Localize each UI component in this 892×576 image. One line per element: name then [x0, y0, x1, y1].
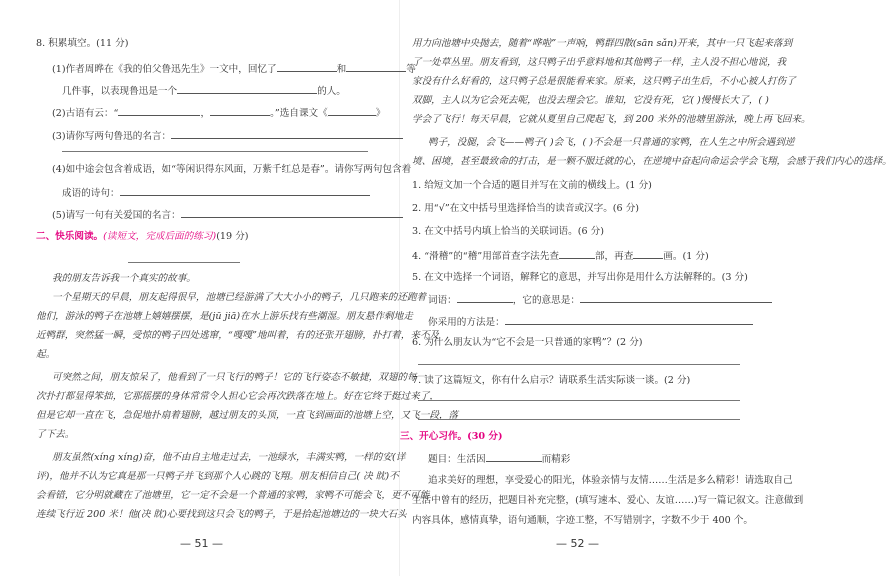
answer-blank[interactable] — [171, 129, 403, 139]
q8-part4-cont: 成语的诗句： — [62, 186, 370, 200]
passage-line: 连续飞行近 200 米！他(决 眈)心要找到这只会飞的鸭子，于是拾起池塘边的一块大石头 — [36, 509, 407, 520]
answer-line[interactable] — [418, 364, 740, 365]
answer-blank[interactable] — [277, 62, 337, 72]
passage-line: 次扑打都显得笨拙，它那摇摆的身体常常令人担心它会再次跌落在地上。好在它终于挺过来了， — [36, 391, 439, 402]
q5-word-line: 词语： ，它的意思是： — [428, 293, 772, 307]
answer-blank[interactable] — [505, 315, 753, 325]
answer-blank[interactable] — [633, 249, 663, 259]
q8-part5: (5)请写一句有关爱国的名言： — [52, 208, 403, 222]
answer-line[interactable] — [418, 419, 740, 420]
essay-instruction: 生活中曾有的经历，把题目补充完整，(填写速本、爱心、友谊……)写一篇记叙文。注意做到 — [412, 495, 804, 506]
q8-part4: (4)如中途会包含着成语，如“等闲识得东风面，万紫千红总是春”。请你写两句包含着 — [52, 164, 412, 175]
answer-blank[interactable] — [559, 249, 595, 259]
answer-blank[interactable] — [486, 452, 542, 462]
passage-line: 他们，游泳的鸭子在池塘上嬉嬉摆摆，是(jū jiā)在水上游乐找有些潮湿。朋友悬作剩地走 — [36, 311, 413, 322]
question-1: 1. 给短文加一个合适的题目并写在文前的横线上。(1 分) — [412, 180, 652, 191]
passage-line: 境、困境，甚至最致命的打击，是一颗不服迁就的心，在逆境中奋起向命运会学会飞翔，会感于我们内心的选择。 — [412, 156, 892, 167]
question-2: 2. 用“√”在文中括号里选择恰当的读音或汉字。(6 分) — [412, 203, 640, 214]
answer-line[interactable] — [418, 400, 740, 401]
page-number: — 52 — — [556, 537, 599, 550]
passage-line: 可突然之间，朋友惊呆了，他看到了一只飞行的鸭子！它的飞行姿态不敏捷，双翅的每一 — [52, 372, 427, 383]
passage-line: 近鸭群，突然猛一瞬，受惊的鸭子四处逃窜，“嘎嘎”地叫着，有的还张开翅膀，扑打着，来不及 — [36, 330, 440, 341]
q8-part1: (1)作者周晔在《我的伯父鲁迅先生》一文中，回忆了 和 等 — [52, 64, 416, 75]
page-number: — 51 — — [180, 537, 223, 550]
answer-blank[interactable] — [210, 106, 270, 116]
answer-blank[interactable] — [181, 208, 403, 218]
q8-part3: (3)请你写两句鲁迅的名言： — [52, 129, 403, 143]
passage-line: 学会了飞行！每天早晨，它就从夏里自己爬起飞，到 200 米外的池塘里游泳，晚上再飞回来。 — [412, 114, 811, 125]
passage-line: 了一处草丛里。朋友看到，这只鸭子出乎意料地和其他鸭子一样，主人没不担心地说，我 — [412, 57, 787, 68]
essay-instruction: 内容具体，感情真挚，语句通顺，字迹工整，不写错别字，字数不少于 400 个。 — [412, 515, 754, 526]
question-7: 7. 读了这篇短文，你有什么启示？请联系生活实际谈一谈。(2 分) — [412, 375, 691, 386]
q8-part2: (2)古语有云：“ ， 。”选自课文《 》 — [52, 108, 386, 119]
passage-title-line[interactable] — [128, 262, 240, 263]
passage-line: 用力向池塘中央抛去，随着“哗啦”一声响，鸭群四散(sān sǎn)开来，其中一只飞起来落到 — [412, 38, 793, 49]
passage-line: 但是它却一直在飞，急促地扑扇着翅膀，越过朋友的头顶，一直飞到画面的池塘上空，又飞一段，落 — [36, 410, 459, 421]
answer-blank[interactable] — [118, 106, 200, 116]
question-3: 3. 在文中括号内填上恰当的关联词语。(6 分) — [412, 226, 604, 237]
section-3-title: 三、开心习作。(30 分) — [400, 431, 503, 442]
essay-topic: 题目：生活因 而精彩 — [428, 454, 571, 465]
q5-method-line: 你采用的方法是： — [428, 315, 753, 329]
passage-line: 评)，他并不认为它真是那一只鸭子并飞到那个人心跳的飞翔。朋友相信自己( 决 眈)不 — [36, 471, 399, 482]
right-page — [400, 0, 892, 576]
answer-line[interactable] — [62, 151, 368, 152]
question-4: 4. “滑稽”的“稽”用部首查字法先查 部，再查 画。(1 分) — [412, 251, 709, 262]
passage-line: 双脚，主人以为它会死去呢，也没去理会它。谁知，它没有死，它( )慢慢长大了，( ) — [412, 95, 769, 106]
answer-blank[interactable] — [580, 293, 772, 303]
answer-blank[interactable] — [120, 186, 370, 196]
section-2-title: 二、快乐阅读。(读短文，完成后面的练习)(19 分) — [36, 231, 249, 242]
passage-line: 鸭子，没腿，会飞——鸭子( )会飞，( )不会是一只普通的家鸭，在人生之中所会遇到逆 — [428, 137, 795, 148]
question-6: 6. 为什么朋友认为“它不会是一只普通的家鸭”？(2 分) — [412, 337, 643, 348]
passage-line: 我的朋友告诉我一个真实的故事。 — [52, 273, 196, 284]
answer-blank[interactable] — [457, 293, 513, 303]
answer-blank[interactable] — [346, 62, 406, 72]
passage-line: 了下去。 — [36, 429, 75, 440]
passage-line: 家没有什么好看的，这只鸭子总是很能看来家。原来，这只鸭子出生后，不小心被人打伤了 — [412, 76, 796, 87]
passage-line: 朋友虽然(xíng xíng)奋，他不由自主地走过去，一池绿水，丰满实鸭，一样的安(详 — [52, 452, 406, 463]
q8-part1-cont: 几件事，以表现鲁迅是一个 的人。 — [62, 86, 346, 97]
passage-line: 一个星期天的早晨，朋友起得很早，池塘已经游满了大大小小的鸭子，几只跑来的还跑着 — [52, 292, 427, 303]
answer-blank[interactable] — [328, 106, 376, 116]
essay-instruction: 追求美好的理想，享受爱心的阳光，体验亲情与友情……生活是多么精彩！请选取自己 — [428, 475, 793, 486]
passage-line: 起。 — [36, 349, 56, 360]
passage-line: 会看错，它分明就藏在了池塘里，它一定不会是一个普通的家鸭，家鸭不可能会飞，更不可能 — [36, 490, 430, 501]
answer-blank[interactable] — [177, 84, 317, 94]
question-8-title: 8. 积累填空。(11 分) — [36, 38, 129, 49]
question-5: 5. 在文中选择一个词语，解释它的意思，并写出你是用什么方法解释的。(3 分) — [412, 272, 748, 283]
